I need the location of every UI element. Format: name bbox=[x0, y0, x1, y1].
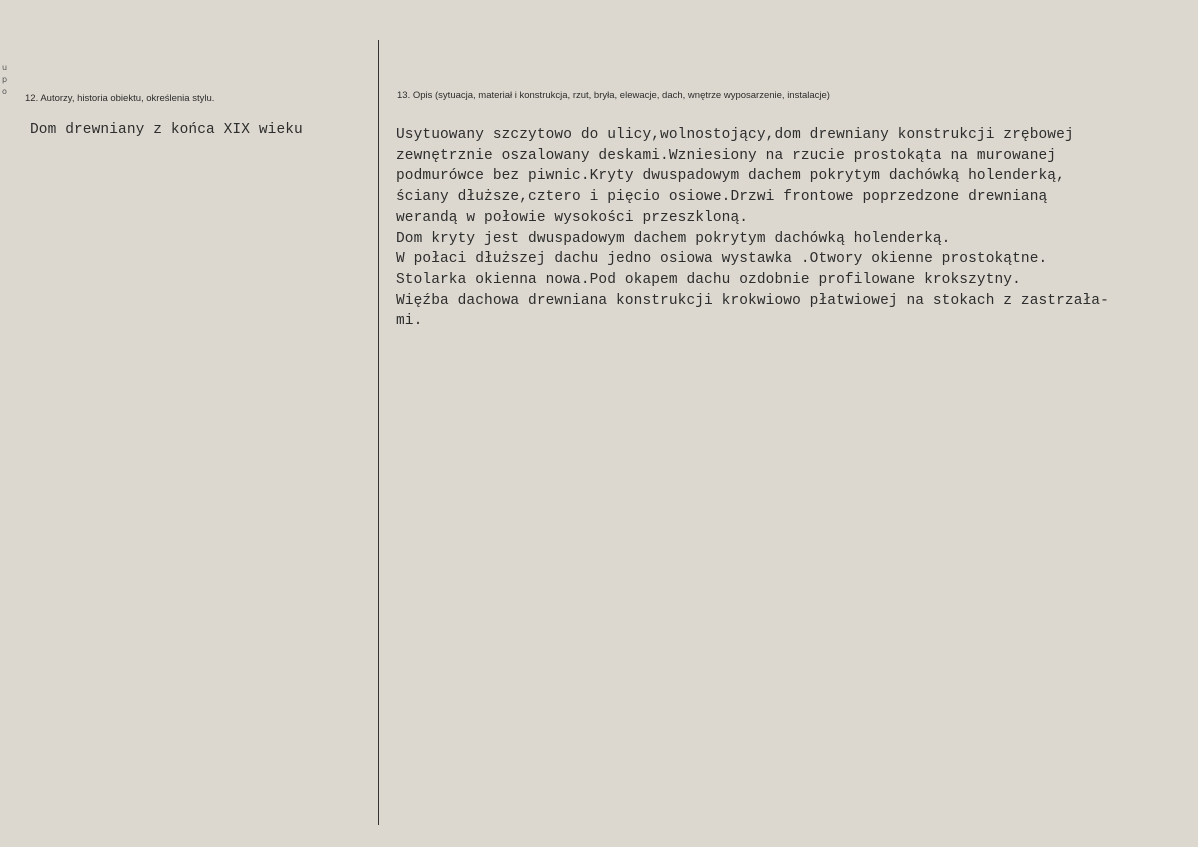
description-line: werandą w połowie wysokości przeszkloną. bbox=[396, 209, 749, 226]
description-line: mi. bbox=[396, 313, 423, 330]
description-line: zewnętrznie oszalowany deskami.Wzniesiony na rzucie prostokąta na murowanej bbox=[396, 147, 1057, 164]
description-line: Więźba dachowa drewniana konstrukcji krokwiowo płatwiowej na stokach z zastrzała- bbox=[396, 292, 1109, 309]
field-13-label: 13. Opis (sytuacja, materiał i konstrukcja, rzut, bryła, elewacje, dach, wnętrze wyposarzenie, instalacje) bbox=[397, 90, 830, 101]
description-line: podmurówce bez piwnic.Kryty dwuspadowym dachem pokrytym dachówką holenderką, bbox=[396, 168, 1065, 185]
field-13-text bbox=[396, 125, 1196, 332]
description-line: Dom kryty jest dwuspadowym dachem pokrytym dachówką holenderką. bbox=[396, 230, 951, 247]
description-line: Usytuowany szczytowo do ulicy,wolnostojący,dom drewniany konstrukcji zrębowej bbox=[396, 127, 1074, 143]
edge-marks: u p o bbox=[2, 63, 8, 96]
description-line: ściany dłuższe,cztero i pięcio osiowe.Drzwi frontowe poprzedzone drewnianą bbox=[396, 189, 1048, 206]
field-12-label: 12. Autorzy, historia obiektu, określenia stylu. bbox=[25, 93, 215, 104]
description-line: W połaci dłuższej dachu jedno osiowa wystawka .Otwory okienne prostokątne. bbox=[396, 251, 1048, 268]
description-line: Stolarka okienna nowa.Pod okapem dachu ozdobnie profilowane krokszytny. bbox=[396, 271, 1021, 288]
field-12-text: Dom drewniany z końca XIX wieku bbox=[30, 122, 303, 138]
column-divider bbox=[378, 40, 379, 825]
